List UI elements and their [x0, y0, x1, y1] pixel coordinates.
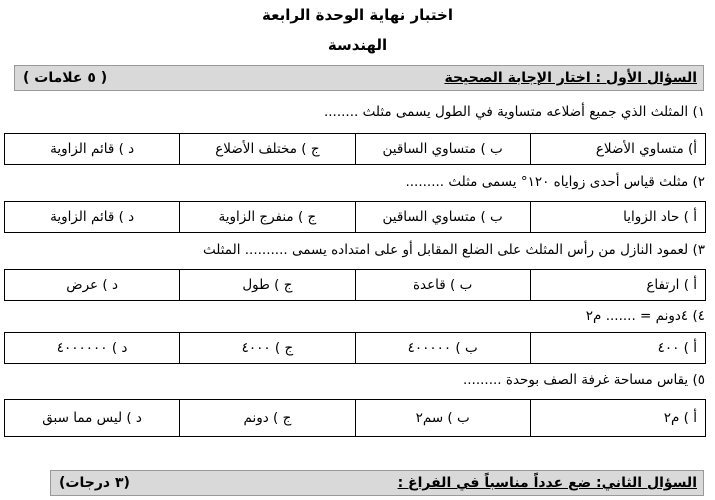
subject-title: الهندسة: [327, 36, 388, 54]
exam-title: اختبار نهاية الوحدة الرابعة: [262, 6, 453, 24]
q4-option-d[interactable]: د ) ٤٠٠٠٠٠٠: [5, 333, 180, 364]
q1-option-a[interactable]: أ) متساوي الأضلاع: [530, 134, 705, 165]
q4-option-a[interactable]: أ ) ٤٠٠: [530, 333, 705, 364]
q2-option-d[interactable]: د ) قائم الزاوية: [5, 202, 180, 233]
question-3-options: [4, 269, 706, 301]
section-2-header: [50, 470, 704, 496]
q5-option-b[interactable]: ب ) سم٢: [355, 400, 530, 437]
q4-option-b[interactable]: ب ) ٤٠٠٠٠٠: [355, 333, 530, 364]
q5-option-d[interactable]: د ) ليس مما سبق: [5, 400, 180, 437]
q1-option-b[interactable]: ب ) متساوي الساقين: [355, 134, 530, 165]
section-1-title: السؤال الأول : اختار الإجابة الصحيحة: [444, 70, 697, 86]
q3-option-c[interactable]: ج ) طول: [180, 270, 355, 301]
q5-option-c[interactable]: ج ) دونم: [180, 400, 355, 437]
q3-option-b[interactable]: ب ) قاعدة: [355, 270, 530, 301]
question-5-options: [4, 399, 706, 437]
q2-option-c[interactable]: ج ) منفرج الزاوية: [180, 202, 355, 233]
question-2-text: ٢) مثلث قياس أحدى زواياه ١٢٠° يسمى مثلث .........: [405, 174, 705, 190]
question-4-text: ٤) ٤دونم = ....... م٢: [585, 308, 705, 324]
section-1-header: [14, 65, 704, 91]
question-3-text: ٣) لعمود النازل من رأس المثلث على الضلع المقابل أو على امتداده يسمى .......... المثلث: [203, 242, 705, 258]
question-5-text: ٥) يقاس مساحة غرفة الصف بوحدة .........: [462, 372, 705, 388]
q3-option-a[interactable]: أ ) ارتفاع: [530, 270, 705, 301]
q1-option-d[interactable]: د ) قائم الزاوية: [5, 134, 180, 165]
section-2-title: السؤال الثاني: ضع عدداً مناسباً في الفراغ :: [397, 475, 697, 491]
q1-option-c[interactable]: ج ) مختلف الأضلاع: [180, 134, 355, 165]
q3-option-d[interactable]: د ) عرض: [5, 270, 180, 301]
q4-option-c[interactable]: ج ) ٤٠٠٠: [180, 333, 355, 364]
question-4-options: [4, 332, 706, 364]
section-2-marks: (٣ درجات): [59, 475, 130, 491]
q2-option-b[interactable]: ب ) متساوي الساقين: [355, 202, 530, 233]
q2-option-a[interactable]: أ ) حاد الزوايا: [530, 202, 705, 233]
question-1-options: [4, 133, 706, 165]
q5-option-a[interactable]: أ ) م٢: [530, 400, 705, 437]
question-1-text: ١) المثلث الذي جميع أضلاعه متساوية في الطول يسمى مثلث ........: [323, 104, 705, 120]
question-2-options: [4, 201, 706, 233]
section-1-marks: ( ٥ علامات ): [23, 70, 108, 86]
